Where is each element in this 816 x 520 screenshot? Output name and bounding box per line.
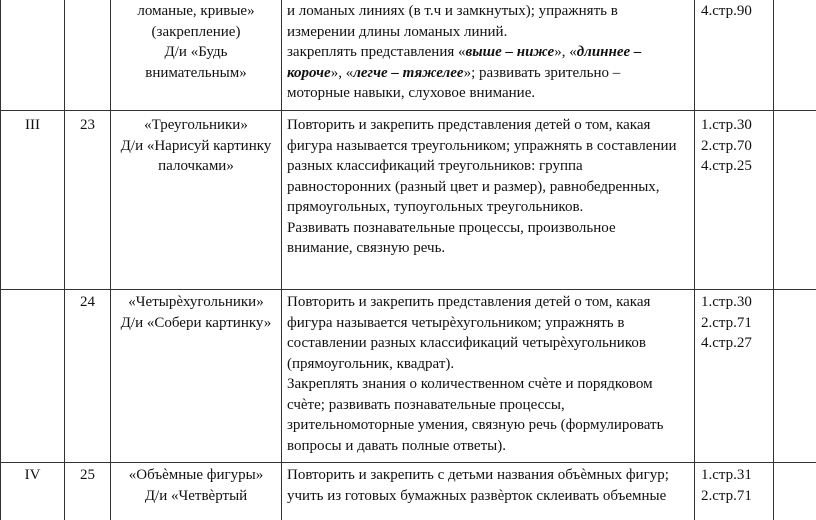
- topic-line: «Треугольники»: [144, 117, 248, 133]
- description-line: (прямоугольник, квадрат).: [287, 355, 455, 372]
- description-line: Повторить и закрепить с детьми названия объѐмных фигур;: [287, 467, 669, 483]
- description-line: измерении длины ломаных линий.: [287, 23, 508, 40]
- topic-line: Д/и «Четвѐртый: [144, 487, 248, 504]
- description-line: моторные навыки, слуховое внимание.: [287, 85, 536, 101]
- description-line: Развивать познавательные процессы, произвольное: [287, 219, 616, 236]
- topic-line: «Объѐмные фигуры»: [128, 467, 264, 483]
- topic-line: Д/и «Собери картинку»: [120, 314, 272, 331]
- description-line: Повторить и закрепить представления детей о том, какая: [287, 117, 651, 133]
- table-row-references: [701, 1, 771, 22]
- table-row-description: [287, 1, 692, 104]
- reference-line: 1.стр.30: [701, 117, 752, 133]
- table-row-references: [701, 292, 771, 354]
- column-divider: [694, 0, 695, 520]
- topic-line: внимательным»: [145, 64, 247, 81]
- topic-line: Д/и «Будь: [164, 44, 228, 60]
- reference-line: 2.стр.71: [701, 314, 752, 331]
- description-line: и ломаных линиях (в т.ч и замкнутых); упражнять в: [287, 3, 618, 19]
- topic-line: (закрепление): [151, 23, 241, 40]
- description-line: составлении разных классификаций четырѐхугольников: [287, 335, 646, 351]
- reference-line: 2.стр.71: [701, 487, 752, 504]
- lesson-number: 23: [80, 117, 95, 133]
- reference-line: 4.стр.27: [701, 335, 752, 351]
- topic-line: палочками»: [158, 158, 234, 174]
- description-line: внимание, связную речь.: [287, 240, 446, 256]
- description-line: фигура называется треугольником; упражнять в составлении: [287, 137, 677, 154]
- topic-line: Д/и «Нарисуй картинку: [120, 137, 272, 154]
- description-line: прямоугольных, тупоугольных треугольников.: [287, 199, 584, 215]
- table-row-topic: [111, 465, 281, 506]
- row-divider: [0, 289, 816, 290]
- reference-line: 1.стр.31: [701, 467, 752, 483]
- table-row-topic: [111, 115, 281, 177]
- table-row-references: [701, 115, 771, 177]
- reference-line: 1.стр.30: [701, 294, 752, 310]
- description-line: Повторить и закрепить представления детей о том, какая: [287, 294, 651, 310]
- description-line: зрительномоторные умения, связную речь (формулировать: [287, 417, 664, 433]
- table-border-left: [0, 0, 1, 520]
- description-line: счѐте; развивать познавательные процессы,: [287, 396, 565, 413]
- column-divider: [281, 0, 282, 520]
- table-row-topic: [111, 1, 281, 83]
- column-divider: [64, 0, 65, 520]
- table-row-description: [287, 115, 692, 259]
- section-number: IV: [24, 467, 41, 483]
- description-line: вопросы и давать полные ответы).: [287, 437, 506, 454]
- description-line: разных классификаций треугольников: группа: [287, 158, 583, 174]
- reference-line: 4.стр.90: [701, 3, 752, 19]
- row-divider: [0, 462, 816, 463]
- topic-line: «Четырѐхугольники»: [128, 294, 264, 310]
- description-line: фигура называется четырѐхугольником; упражнять в: [287, 314, 625, 331]
- description-line-emphasis: короче», «легче – тяжелее»; развивать зрительно –: [287, 64, 621, 81]
- description-line: Закреплять знания о количественном счѐте и порядковом: [287, 376, 653, 392]
- description-line: учить из готовых бумажных развѐрток склеивать объемные: [287, 487, 667, 504]
- reference-line: 4.стр.25: [701, 158, 752, 174]
- table-border-right: [773, 0, 774, 520]
- table-row-topic: [111, 292, 281, 333]
- section-number: III: [25, 117, 40, 133]
- reference-line: 2.стр.70: [701, 137, 752, 154]
- lesson-number: 24: [80, 294, 95, 310]
- table-row-references: [701, 465, 771, 506]
- topic-line: ломаные, кривые»: [137, 3, 255, 19]
- description-line-emphasis: закреплять представления «выше – ниже», «длиннее –: [287, 44, 642, 60]
- description-line: равносторонних (разный цвет и размер), равнобедренных,: [287, 178, 660, 195]
- table-row-description: [287, 292, 692, 456]
- row-divider: [0, 110, 816, 111]
- table-row-description: [287, 465, 692, 506]
- lesson-number: 25: [80, 467, 95, 483]
